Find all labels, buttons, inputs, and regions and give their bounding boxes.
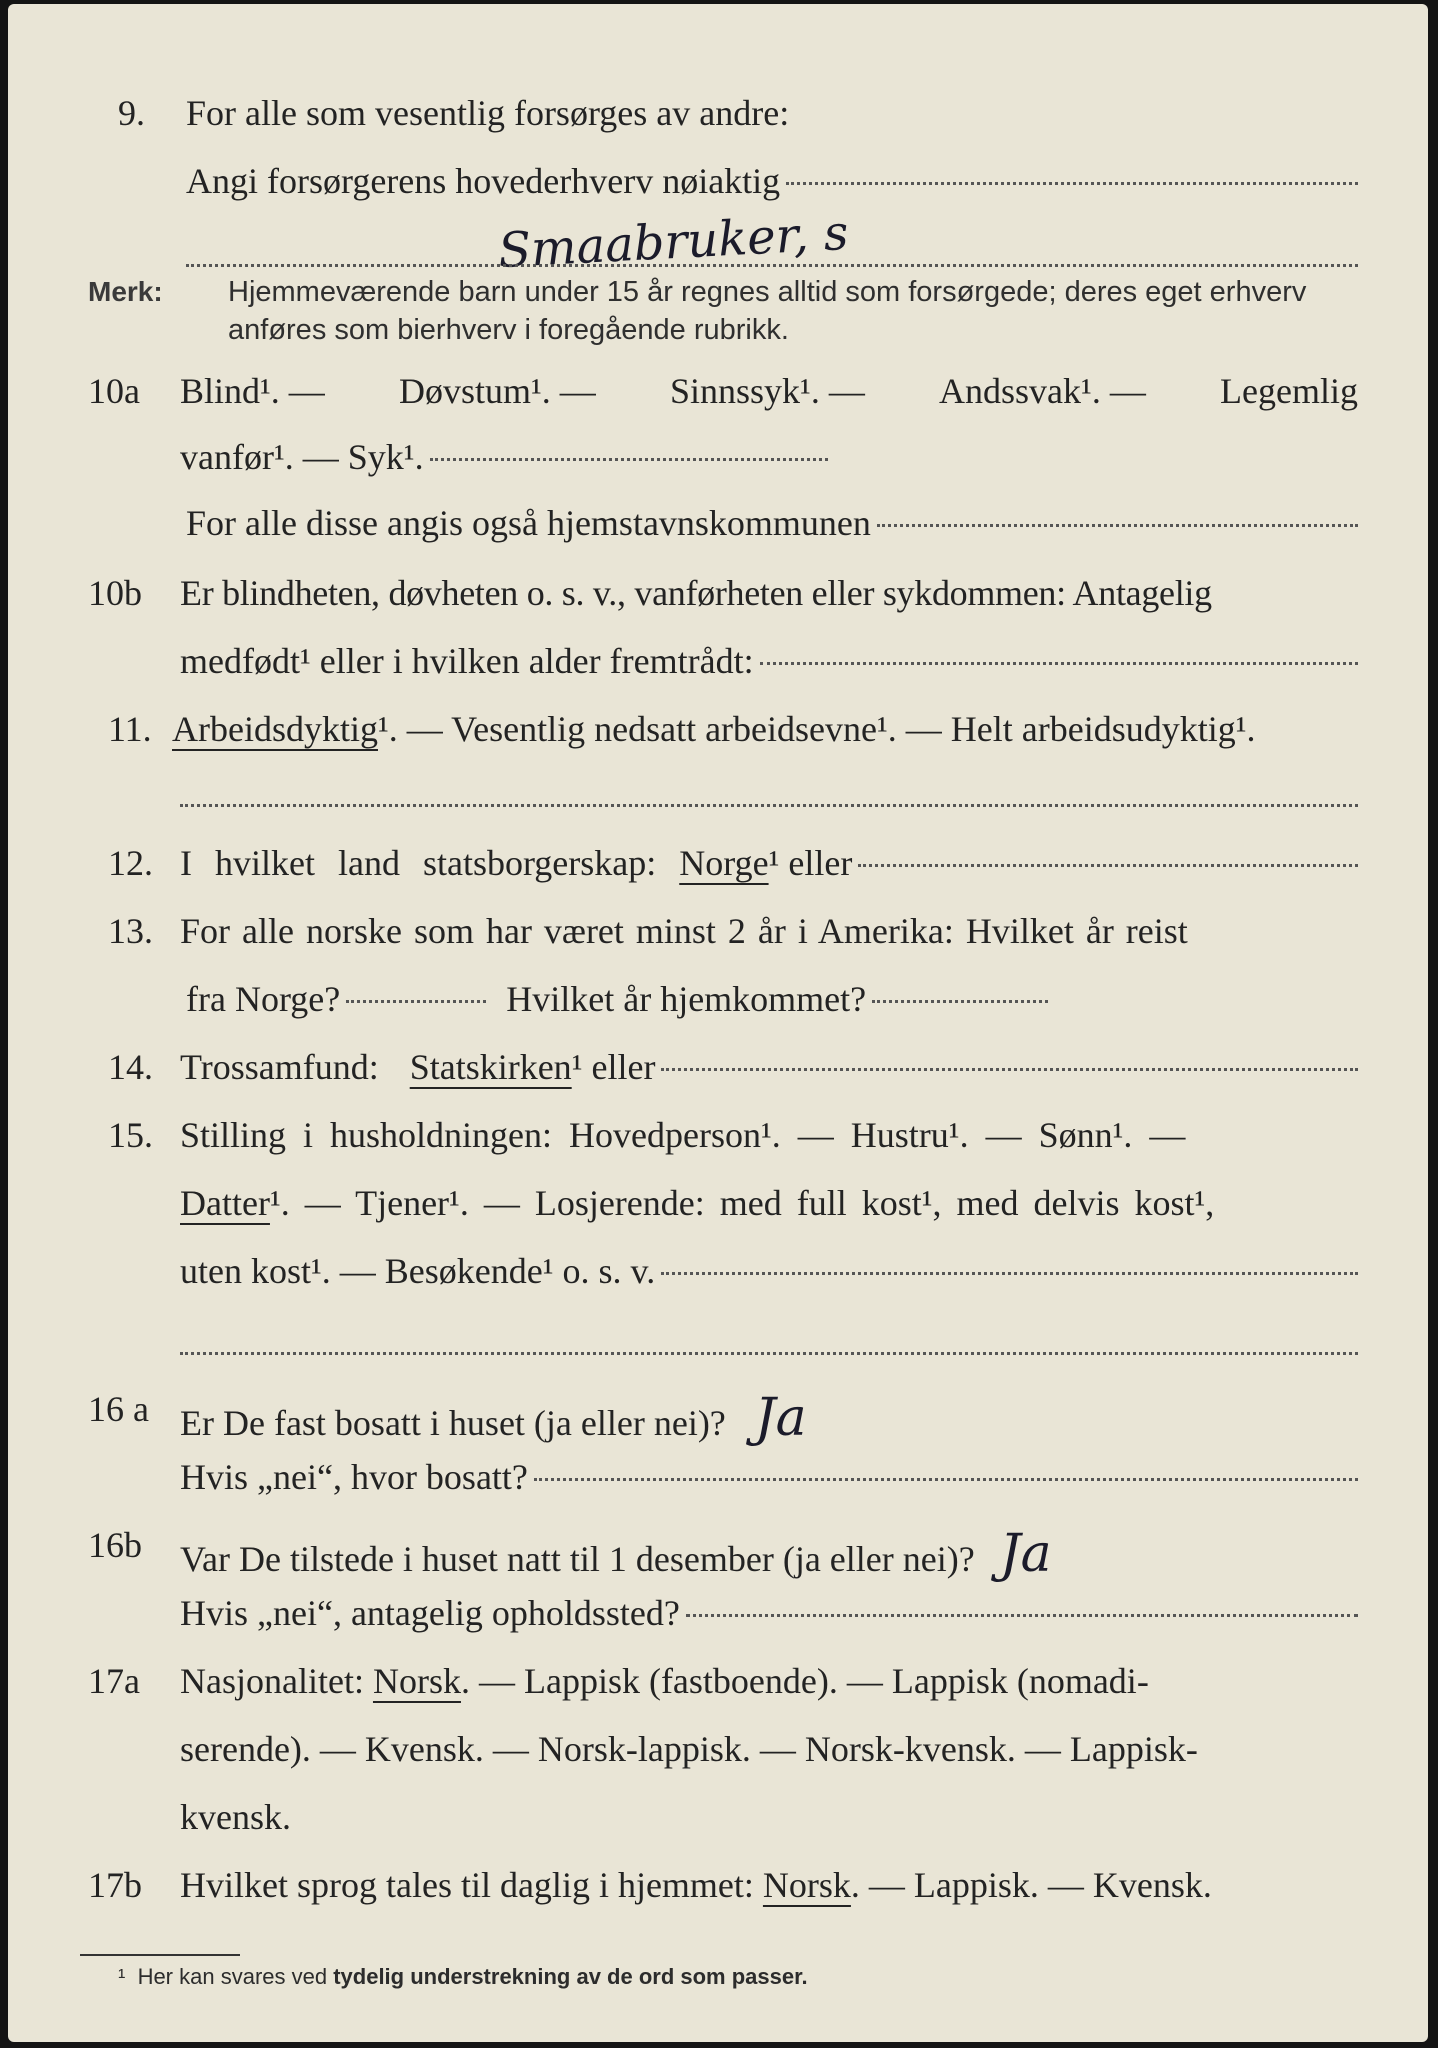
q16a-dotline xyxy=(534,1478,1358,1481)
q11-dotline xyxy=(180,804,1358,807)
q15-number: 15. xyxy=(108,1115,153,1155)
q10b-line1 xyxy=(8,572,1428,632)
q17a-line1 xyxy=(8,1660,1428,1720)
q15-line1 xyxy=(8,1114,1428,1174)
q9-dotline xyxy=(186,264,1358,267)
q15-text-line1: Stilling i husholdningen: Hovedperson¹. — Hustru¹. — Sønn¹. — xyxy=(180,1115,1186,1155)
q17a-text-line3: kvensk. xyxy=(180,1797,291,1837)
q9-handwritten-answer: Smaabruker, s xyxy=(496,204,850,280)
q17a-text-line2: serende). — Kvensk. — Norsk-lappisk. — Norsk-kvensk. — Lappisk- xyxy=(180,1729,1198,1769)
q16a-handwritten-answer: Ja xyxy=(754,1388,807,1448)
q9-number: 9. xyxy=(118,93,145,133)
q11-line1 xyxy=(8,708,1428,768)
q17a-text-line1 xyxy=(180,1660,1358,1702)
q11-text xyxy=(172,708,1358,750)
q17a-number: 17a xyxy=(88,1661,140,1701)
merk-label: Merk: xyxy=(88,276,163,307)
q15-dotline xyxy=(661,1272,1358,1275)
q10b-dotline xyxy=(760,662,1358,665)
q10b-prompt: medfødt¹ eller i hvilken alder fremtrådt: xyxy=(180,641,754,681)
q10a-syk-dotline xyxy=(430,458,828,461)
q10a-options xyxy=(180,370,1358,412)
q11-text-rest: ¹. — Vesentlig nedsatt arbeidsevne¹. — Helt arbeidsudyktig¹. xyxy=(377,709,1256,749)
merk-line1: Hjemmeværende barn under 15 år regnes alltid som forsørgede; deres eget erhverv xyxy=(228,276,1307,308)
q14-line1 xyxy=(8,1046,1428,1106)
q16b-prompt: Var De tilstede i huset natt til 1 desember (ja eller nei)? xyxy=(180,1539,975,1579)
q15-text-line2 xyxy=(180,1182,1358,1224)
q14-suffix: ¹ eller xyxy=(571,1047,656,1087)
q10a-number: 10a xyxy=(88,371,140,411)
q16a-prompt: Er De fast bosatt i huset (ja eller nei)? xyxy=(180,1403,726,1443)
q9-line1 xyxy=(8,92,1428,152)
q17b-text-rest: . — Lappisk. — Kvensk. xyxy=(850,1865,1212,1905)
q10a-hjemstavn-dotline xyxy=(877,524,1358,527)
q10b-text: Er blindheten, døvheten o. s. v., vanførheten eller sykdommen: Antagelig xyxy=(180,573,1212,613)
q9-prompt: Angi forsørgerens hovederhverv nøiaktig xyxy=(186,161,781,201)
q16b-handwritten-answer: Ja xyxy=(999,1524,1052,1584)
q9-line3 xyxy=(8,204,1428,280)
q15-line2 xyxy=(8,1182,1428,1242)
q10b-number: 10b xyxy=(88,573,142,613)
q15-dotline-2 xyxy=(180,1352,1358,1355)
q16a-number: 16 a xyxy=(88,1389,149,1429)
q17b-answer-underlined: Norsk xyxy=(762,1865,851,1905)
q10a-vanfor-syk: vanfør¹. — Syk¹. xyxy=(180,437,424,477)
q14-prompt: Trossamfund: xyxy=(180,1047,410,1087)
q10a-option-blind: Blind¹. — xyxy=(180,371,325,411)
q16b-line2 xyxy=(8,1592,1428,1652)
q13-text: For alle norske som har været minst 2 år i Amerika: Hvilket år reist xyxy=(180,911,1188,951)
footnote-bold-text: tydelig understrekning av de ord som passer. xyxy=(333,1964,808,1989)
q17b-prompt: Hvilket sprog tales til daglig i hjemmet: xyxy=(180,1865,763,1905)
q14-answer-underlined: Statskirken xyxy=(409,1047,572,1087)
merk-line2: anføres som bierhverv i foregående rubrikk. xyxy=(228,314,789,346)
footnote-rule xyxy=(80,1954,240,1956)
q10a-line1 xyxy=(8,370,1428,430)
q10a-option-sinnssyk: Sinnssyk¹. — xyxy=(670,371,865,411)
q10a-line3 xyxy=(8,502,1428,562)
q16b-number: 16b xyxy=(88,1525,142,1565)
q17b-line1 xyxy=(8,1864,1428,1924)
q17a-answer-underlined: Norsk xyxy=(372,1661,461,1701)
q13-number: 13. xyxy=(108,911,153,951)
q11-number: 11. xyxy=(108,709,152,749)
q10a-option-dovstum: Døvstum¹. — xyxy=(399,371,596,411)
q12-number: 12. xyxy=(108,843,153,883)
q12-answer-underlined: Norge xyxy=(679,843,769,883)
q13-hjemkommet-dotline xyxy=(872,1000,1048,1003)
q14-dotline xyxy=(661,1068,1358,1071)
q10a-line2 xyxy=(8,436,1428,496)
q15-answer-underlined: Datter xyxy=(180,1183,270,1223)
q17a-line2 xyxy=(8,1728,1428,1788)
q12-prompt: I hvilket land statsborgerskap: xyxy=(180,843,680,883)
q13-line1 xyxy=(8,910,1428,970)
q13-reist-prompt: fra Norge? xyxy=(186,979,341,1019)
q12-suffix: ¹ eller xyxy=(768,843,853,883)
census-form-page xyxy=(8,4,1428,2042)
q15-text-line2-rest: ¹. — Tjener¹. — Losjerende: med full kost¹, med delvis kost¹, xyxy=(269,1183,1215,1223)
q17a-text-line1-rest: . — Lappisk (fastboende). — Lappisk (nomadi- xyxy=(460,1661,1149,1701)
footnote-text: Her kan svares ved xyxy=(137,1964,334,1989)
q13-line2 xyxy=(8,978,1428,1038)
q10b-line2 xyxy=(8,640,1428,700)
q12-line1 xyxy=(8,842,1428,902)
q17a-line3 xyxy=(8,1796,1428,1856)
merk-note xyxy=(8,274,1428,354)
q9-text: For alle som vesentlig forsørges av andre: xyxy=(186,93,790,133)
q16a-bosatt-prompt: Hvis „nei“, hvor bosatt? xyxy=(180,1457,528,1497)
q14-number: 14. xyxy=(108,1047,153,1087)
q13-reist-dotline xyxy=(346,1000,486,1003)
footnote-mark: ¹ xyxy=(118,1964,126,1989)
q17b-number: 17b xyxy=(88,1865,142,1905)
footnote xyxy=(118,1964,808,1990)
q10a-hjemstavn-prompt: For alle disse angis også hjemstavnskommunen xyxy=(186,503,871,543)
q16b-line1 xyxy=(8,1524,1428,1584)
q16b-opholdssted-prompt: Hvis „nei“, antagelig opholdssted? xyxy=(180,1593,680,1633)
q9-answer-dotline xyxy=(786,182,1358,185)
q16a-line2 xyxy=(8,1456,1428,1516)
q15-line3 xyxy=(8,1250,1428,1310)
q16b-dotline xyxy=(686,1614,1358,1617)
q13-hjemkommet-prompt: Hvilket år hjemkommet? xyxy=(506,979,867,1019)
q15-text-line3: uten kost¹. — Besøkende¹ o. s. v. xyxy=(180,1251,656,1291)
q12-dotline xyxy=(858,864,1358,867)
q16a-line1 xyxy=(8,1388,1428,1448)
q17b-text xyxy=(180,1864,1358,1906)
q10a-option-legemlig: Legemlig xyxy=(1220,371,1358,411)
q10a-option-andssvak: Andssvak¹. — xyxy=(939,371,1146,411)
q17a-prompt: Nasjonalitet: xyxy=(180,1661,373,1701)
q11-answer-underlined: Arbeidsdyktig xyxy=(172,709,378,749)
